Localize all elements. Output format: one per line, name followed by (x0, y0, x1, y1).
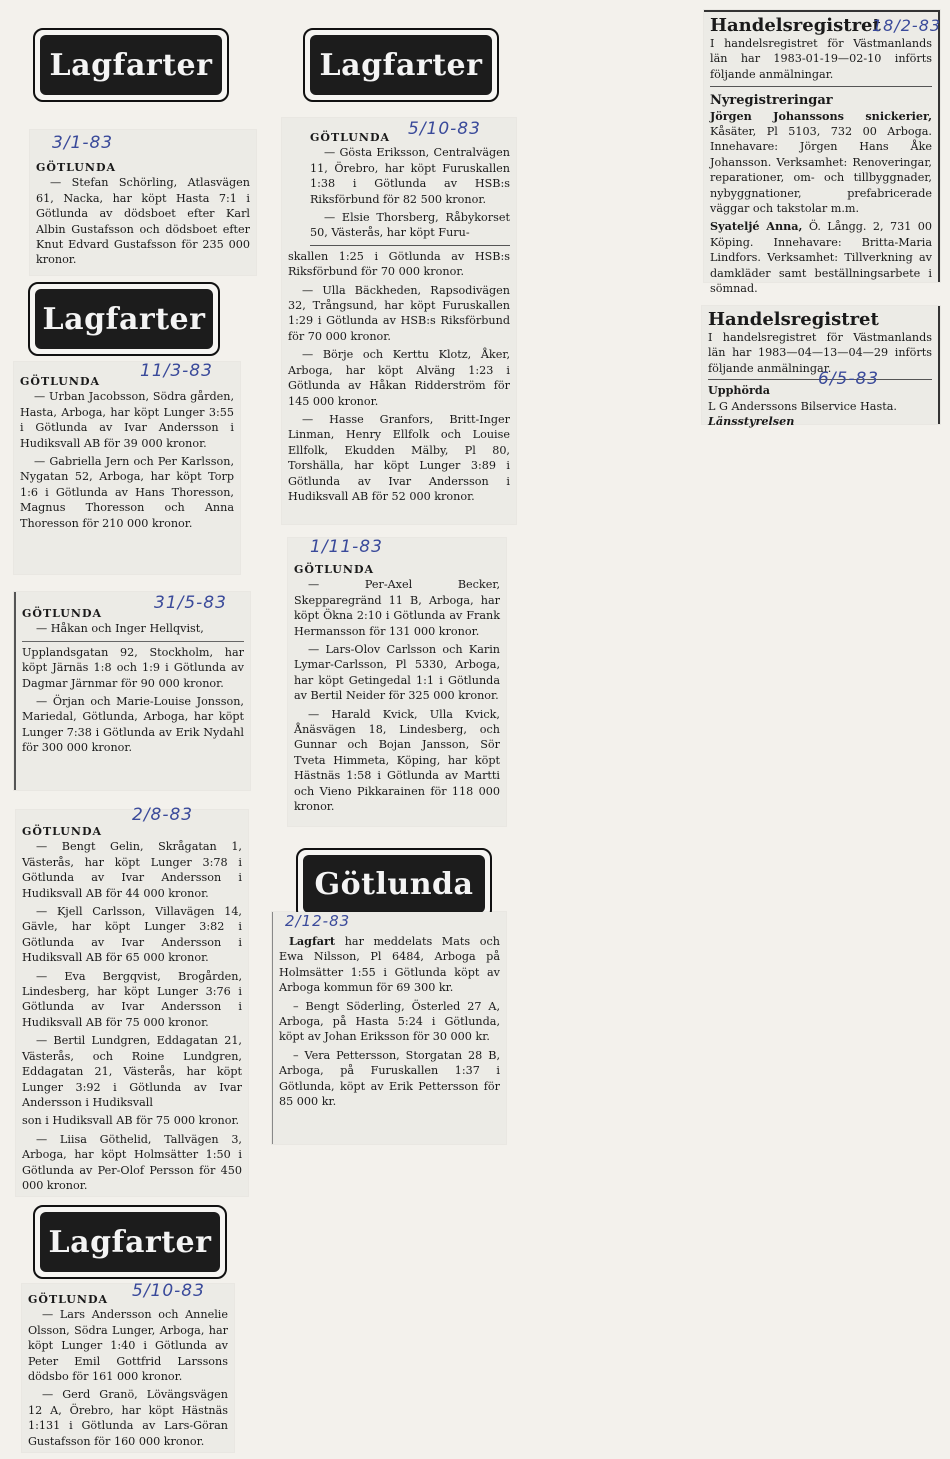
handwritten-date: 18/2-83 (872, 16, 942, 35)
handwritten-date: 1/11-83 (310, 537, 383, 557)
handelsregistret-clip-2 (702, 306, 940, 429)
entry-text: – Vera Pettersson, Storgatan 28 B, Arboga, på Furuskallen 1:37 i Götlunda, köpt av Erik Pettersson för 85 000 kr. (279, 1048, 500, 1109)
entry-text: — Eva Bergqvist, Brogården, Lindesberg, har köpt Lunger 3:76 i Götlunda av Ivar Andersson i Hudiksvall AB för 75 000 kronor. (22, 969, 242, 1029)
entry-text: — Per-Axel Becker, Skepparegränd 11 B, Arboga, har köpt Ökna 2:10 i Götlunda av Frank Hermansson för 131 000 kronor. (294, 578, 500, 638)
banner-text: Götlunda (303, 855, 485, 913)
handwritten-date: 6/5-83 (818, 369, 880, 389)
entry-text: skallen 1:25 i Götlunda av HSB:s Riksförbund för 70 000 kronor. (288, 249, 510, 279)
entry-text: — Bengt Gelin, Skrågatan 1, Västerås, har köpt Lunger 3:78 i Götlunda av Ivar Andersson i Hudiksvall AB för 44 000 kronor. (22, 840, 242, 900)
lagfarter-banner-1 (33, 28, 229, 102)
hr-subheading: Upphörda (708, 383, 770, 398)
hr-title: Handelsregistret (710, 15, 881, 36)
entry-text: — Gabriella Jern och Per Karlsson, Nygatan 52, Arboga, har köpt Torp 1:6 i Götlunda av Hans Thoresson, Magnus Thoresson och Anna Thoresson för 210 000 kronor. (20, 455, 234, 530)
lagfarter-banner-3 (33, 1205, 227, 1279)
banner-text: Lagfarter (35, 289, 213, 349)
handwritten-date: 3/1-83 (52, 133, 114, 153)
handwritten-date: 2/12-83 (285, 912, 351, 930)
company-name: Jörgen Johanssons snickerier, (710, 108, 932, 123)
entry-text: — Ulla Bäckheden, Rapsodivägen 32, Trångsund, har köpt Furuskallen 1:29 i Götlunda av HSB:s Riksförbund för 70 000 kronor. (288, 283, 510, 343)
place-heading: GÖTLUNDA (22, 825, 103, 838)
entry-text: — Hasse Granfors, Britt-Inger Linman, Henry Ellfolk och Louise Ellfolk, Ekudden Mälby, Pl 80, Torshälla, har köpt Lunger 3:89 i Götlunda av Ivar Andersson i Hudiksvall AB för 52 000 kronor. (288, 412, 510, 503)
hr-entry: L G Anderssons Bilservice Hasta. (708, 399, 897, 413)
handwritten-date: 11/3-83 (140, 361, 213, 381)
entry-text: — Urban Jacobsson, Södra gården, Hasta, Arboga, har köpt Lunger 3:55 i Götlunda av Ivar Andersson i Hudiksvall AB för 39 000 kronor. (20, 390, 234, 450)
place-heading: GÖTLUNDA (36, 161, 117, 174)
banner-text: Lagfarter (310, 35, 492, 95)
clip-jan (30, 130, 256, 275)
place-heading: GÖTLUNDA (294, 563, 375, 576)
entry-text: — Gerd Granö, Lövängsvägen 12 A, Örebro, har köpt Hästnäs 1:131 i Götlunda av Lars-Göran Gustafsson för 160 000 kronor. (28, 1388, 228, 1448)
handwritten-date: 31/5-83 (154, 593, 227, 613)
hr-signature: Länsstyrelsen (708, 414, 795, 429)
hr-subheading: Nyregistreringar (710, 93, 833, 109)
company-text: Ö. Långg. 2, 731 00 Köping. Innehavare: Britta-Maria Lindfors. Verksamhet: Tillverkning av damkläder samt beställningsarbete i sömnad. (710, 220, 932, 296)
handwritten-date: 5/10-83 (132, 1281, 205, 1301)
entry-text: — Örjan och Marie-Louise Jonsson, Mariedal, Götlunda, Arboga, har köpt Lunger 7:38 i Götlunda av Erik Nydahl för 300 000 kronor. (22, 695, 244, 755)
place-heading: GÖTLUNDA (22, 607, 103, 620)
hr-intro: I handelsregistret för Västmanlands län har 1983-01-19—02-10 införts följande anmälningar. (710, 36, 932, 87)
clip-oct-left (22, 1281, 234, 1452)
hr-intro: I handelsregistret för Västmanlands län har 1983—04—13—04—29 införts följande anmälningar. (708, 330, 932, 380)
banner-text: Lagfarter (40, 35, 222, 95)
company-text: Kåsäter, Pl 5103, 732 00 Arboga. Innehavare: Jörgen Hans Åke Johansson. Verksamhet: Renoveringar, reparationer, om- och tillbyggnader, nybyggnationer, prefabricerade väggar och takstolar m.m. (710, 125, 932, 216)
handwritten-date: 5/10-83 (408, 119, 481, 139)
entry-text: — Harald Kvick, Ulla Kvick, Ånäsvägen 18, Lindesberg, och Gunnar och Bojan Jansson, Sör Tveta Himmeta, Köping, har köpt Hästnäs 1:58 i Götlunda av Martti och Vieno Pikkarainen för 118 000 kronor. (294, 707, 500, 814)
lead-text: har meddelats Mats och Ewa Nilsson, Pl 6484, Arboga på Holmsätter 1:55 i Götlunda köpt av Arboga kommun för 69 300 kr. (279, 935, 500, 995)
clip-may (14, 592, 250, 790)
clip-dec (272, 912, 506, 1144)
lagfarter-banner-4 (303, 28, 499, 102)
entry-text: — Stefan Schörling, Atlasvägen 61, Nacka, har köpt Hasta 7:1 i Götlunda av dödsboet efter Karl Albin Gustafsson och dödsboet efter Knut Edvard Gustafsson för 235 000 kronor. (36, 176, 250, 267)
hr-title: Handelsregistret (708, 309, 879, 330)
entry-text: — Liisa Göthelid, Tallvägen 3, Arboga, har köpt Holmsätter 1:50 i Götlunda av Per-Olof Persson för 450 000 kronor. (22, 1132, 242, 1192)
clip-nov (288, 538, 506, 826)
handwritten-date: 2/8-83 (132, 805, 194, 825)
entry-text: — Gösta Eriksson, Centralvägen 11, Örebro, har köpt Furuskallen 1:38 i Götlunda av HSB:s Riksförbund för 82 500 kronor. (310, 146, 510, 206)
entry-text: — Börje och Kerttu Klotz, Åker, Arboga, har köpt Alväng 1:23 i Götlunda av Håkan Ridderström för 145 000 kronor. (288, 348, 510, 408)
company-name: Syateljé Anna, (710, 219, 803, 234)
place-heading: GÖTLUNDA (28, 1293, 109, 1306)
lead-word: Lagfart (289, 934, 336, 948)
clip-aug (16, 805, 248, 1196)
hr-entry (710, 109, 932, 217)
entry-text: — Lars Andersson och Annelie Olsson, Södra Lunger, Arboga, har köpt Lunger 1:40 i Götlunda av Peter Emil Gottfrid Larssons dödsbo för 161 000 kronor. (28, 1308, 228, 1384)
banner-text: Lagfarter (40, 1212, 220, 1272)
hr-entry (710, 219, 932, 296)
entry-text: — Lars-Olov Carlsson och Karin Lymar-Carlsson, Pl 5330, Arboga, har köpt Getingedal 1:1 i Götlunda av Bertil Neider för 325 000 kronor. (294, 643, 500, 703)
lagfarter-banner-2 (28, 282, 220, 356)
handelsregistret-clip-1 (704, 10, 942, 296)
clip-mar (14, 362, 240, 574)
entry-text: — Elsie Thorsberg, Råbykorset 50, Västerås, har köpt Furu- (310, 210, 510, 246)
place-heading: GÖTLUNDA (310, 131, 391, 144)
entry-text: Upplandsgatan 92, Stockholm, har köpt Järnäs 1:8 och 1:9 i Götlunda av Dagmar Järnmar för 90 000 kronor. (22, 645, 244, 690)
entry-text: — Håkan och Inger Hellqvist, (22, 621, 244, 641)
entry-text: – Bengt Söderling, Österled 27 A, Arboga, på Hasta 5:24 i Götlunda, köpt av Johan Eriksson för 30 000 kr. (279, 999, 500, 1044)
entry-text: — Bertil Lundgren, Eddagatan 21, Västerås, och Roine Lundgren, Eddagatan 21, Västerås, har köpt Lunger 3:92 i Götlunda av Ivar Andersson i Hudiksvall (22, 1034, 242, 1109)
entry-text: son i Hudiksvall AB för 75 000 kronor. (22, 1114, 240, 1128)
place-heading: GÖTLUNDA (20, 375, 101, 388)
gotlunda-banner (296, 848, 492, 920)
entry-text (279, 934, 500, 996)
clip-oct-mid (282, 118, 516, 524)
entry-text: — Kjell Carlsson, Villavägen 14, Gävle, har köpt Lunger 3:82 i Götlunda av Ivar Andersson i Hudiksvall AB för 65 000 kronor. (22, 905, 242, 965)
